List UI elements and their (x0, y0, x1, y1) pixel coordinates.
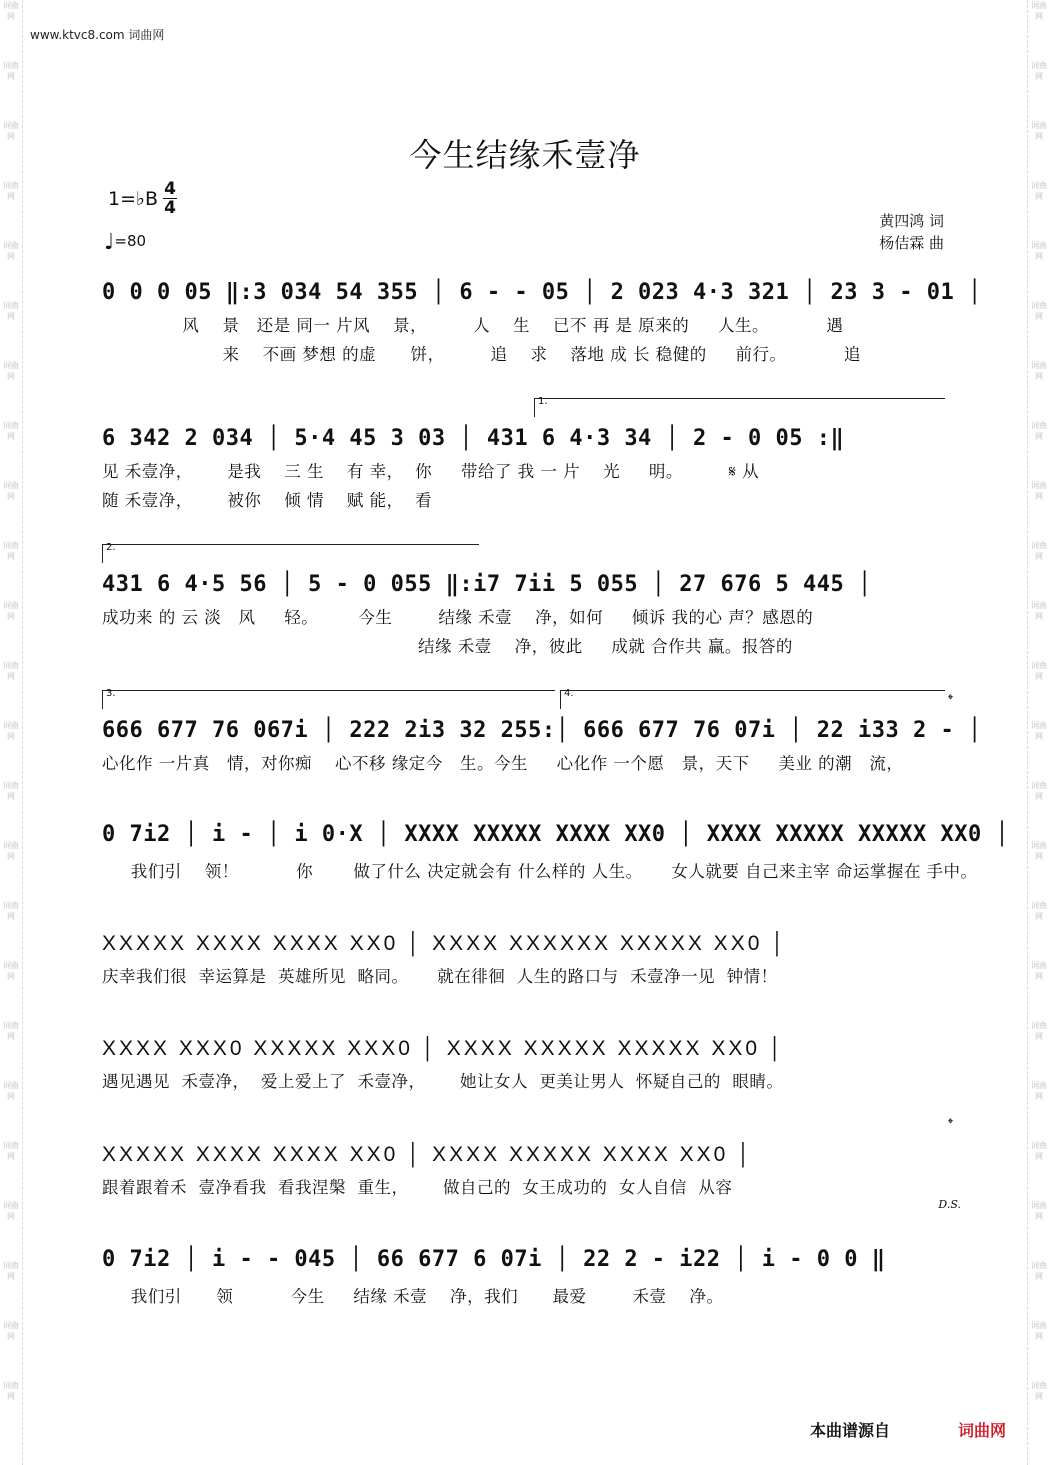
notation-row: 666 677 76 067i │ 222 2i3 32 255:│ 666 677 76 07i │ 22 i33 2 - │ (102, 718, 982, 743)
volta-bracket (102, 690, 555, 709)
watermark-text: 词曲网 (1031, 1321, 1047, 1341)
watermark-text: 词曲网 (3, 781, 19, 801)
time-signature (163, 180, 177, 217)
watermark-text: 词曲网 (3, 901, 19, 921)
score-line (102, 1116, 961, 1243)
volta-label: 4. (564, 688, 574, 699)
watermark-text: 词曲网 (3, 1141, 19, 1161)
score-line (102, 688, 982, 819)
watermark-text: 词曲网 (3, 361, 19, 381)
watermark-text: 词曲网 (3, 1381, 19, 1401)
watermark-text: 词曲网 (1031, 541, 1047, 561)
volta-label: 3. (106, 688, 116, 699)
lyric-verse-1: 心化作 一片真 情，对你痴 心不移 缘定今 生。今生 心化作 一个愿 景，天下 美业 的潮 流， (102, 754, 904, 773)
score-line (102, 276, 982, 381)
lyric-verse-1: 庆幸我们很 幸运算是 英雄所见 略同。 就在徘徊 人生的路口与 禾壹净一见 钟情！ (102, 967, 778, 986)
watermark-text: 词曲网 (1031, 1261, 1047, 1281)
lyric-verse-2: 来 不画 梦想 的虚 饼， 追 求 落地 成 长 稳健的 前行。 追 (102, 345, 861, 364)
score-line (102, 1243, 947, 1348)
score-line (102, 396, 947, 527)
watermark-text: 词曲网 (3, 481, 19, 501)
watermark-text: 词曲网 (3, 301, 19, 321)
notation-row: 0 0 0 05 ‖:3 034 54 355 │ 6 - - 05 │ 2 023 4·3 321 │ 23 3 - 01 │ (102, 280, 982, 305)
right-watermark-strip (1027, 0, 1050, 1465)
song-title: 今生结缘禾壹净 (409, 136, 641, 174)
credits (879, 210, 944, 254)
tempo-value: =80 (114, 232, 147, 250)
score-line (102, 1032, 947, 1137)
watermark-text: 词曲网 (3, 1081, 19, 1101)
lyric-verse-1: 见 禾壹净， 是我 三 生 有 幸， 你 带给了 我 一 片 光 明。 𝄋 从 (102, 462, 760, 481)
coda-sign-icon: 𝄌 (948, 692, 953, 708)
watermark-text: 词曲网 (1031, 1141, 1047, 1161)
watermark-text: 词曲网 (1031, 961, 1047, 981)
score-line (102, 542, 947, 673)
footer-brand-link[interactable]: 词曲网 (958, 1421, 1007, 1440)
lyric-verse-1: 风 景 还是 同一 片风 景， 人 生 已不 再 是 原来的 人生。 遇 (102, 316, 844, 335)
watermark-text: 词曲网 (3, 961, 19, 981)
watermark-text: 词曲网 (1031, 301, 1047, 321)
watermark-text: 词曲网 (1031, 841, 1047, 861)
watermark-text: 词曲网 (1031, 1381, 1047, 1401)
key-signature: 1=♭B (108, 188, 159, 210)
notation-row: 0 7i2 │ i - - 045 │ 66 677 6 07i │ 22 2 - i22 │ i - 0 0 ‖ (102, 1247, 886, 1272)
watermark-text: 词曲网 (3, 661, 19, 681)
watermark-text: 词曲网 (3, 241, 19, 261)
watermark-text: 词曲网 (1031, 781, 1047, 801)
lyric-verse-2: 随 禾壹净， 被你 倾 情 赋 能， 看 (102, 491, 433, 510)
ds-marking: D.S. (938, 1198, 961, 1211)
notation-row: 431 6 4·5 56 │ 5 - 0 055 ‖:i7 7ii 5 055 │ 27 676 5 445 │ (102, 572, 872, 597)
lyric-verse-1: 我们引 领！ 你 做了什么 决定就会有 什么样的 人生。 女人就要 自己来主宰 命运掌握在 手中。 (102, 862, 978, 881)
watermark-text: 词曲网 (3, 1201, 19, 1221)
watermark-text: 词曲网 (3, 1, 19, 21)
tempo-marking (104, 230, 146, 255)
watermark-text: 词曲网 (3, 1321, 19, 1341)
watermark-text: 词曲网 (1031, 241, 1047, 261)
watermark-text: 词曲网 (3, 541, 19, 561)
time-signature-bottom: 4 (164, 198, 176, 218)
watermark-text: 词曲网 (1031, 481, 1047, 501)
lyric-verse-1: 成功来 的 云 淡 风 轻。 今生 结缘 禾壹 净，如何 倾诉 我的心 声？感恩的 (102, 608, 814, 627)
coda-sign-icon: 𝄌 (948, 1116, 953, 1132)
quarter-note-icon: ♩ (104, 230, 115, 255)
watermark-text: 词曲网 (3, 1021, 19, 1041)
watermark-text: 词曲网 (3, 181, 19, 201)
watermark-text: 词曲网 (3, 121, 19, 141)
lyric-verse-1: 遇见遇见 禾壹净， 爱上爱上了 禾壹净， 她让女人 更美让男人 怀疑自己的 眼睛。 (102, 1072, 784, 1091)
lyric-verse-1: 跟着跟着禾 壹净看我 看我涅槃 重生， 做自己的 女王成功的 女人自信 从容 (102, 1178, 733, 1197)
watermark-text: 词曲网 (1031, 1, 1047, 21)
volta-bracket (560, 690, 945, 709)
notation-row: XXXXX XXXX XXXX XX0 │ XXXX XXXXX XXXX XX0 │ (102, 1143, 754, 1166)
left-watermark-strip (0, 0, 23, 1465)
watermark-text: 词曲网 (1031, 721, 1047, 741)
watermark-text: 词曲网 (1031, 661, 1047, 681)
watermark-text: 词曲网 (3, 421, 19, 441)
notation-row: 6 342 2 034 │ 5·4 45 3 03 │ 431 6 4·3 34 │ 2 - 0 05 :‖ (102, 426, 845, 451)
watermark-text: 词曲网 (3, 61, 19, 81)
watermark-text: 词曲网 (1031, 181, 1047, 201)
volta-bracket (102, 544, 479, 563)
lyric-verse-1: 我们引 领 今生 结缘 禾壹 净，我们 最爱 禾壹 净。 (102, 1287, 724, 1306)
watermark-text: 词曲网 (3, 601, 19, 621)
watermark-text: 词曲网 (3, 1261, 19, 1281)
watermark-text: 词曲网 (1031, 121, 1047, 141)
score-line (102, 927, 947, 1032)
score-line (102, 818, 1010, 923)
watermark-text: 词曲网 (1031, 1021, 1047, 1041)
volta-bracket (534, 398, 945, 417)
watermark-text: 词曲网 (1031, 601, 1047, 621)
watermark-text: 词曲网 (1031, 1081, 1047, 1101)
site-url[interactable]: www.ktvc8.com 词曲网 (30, 28, 165, 42)
lyric-verse-2: 结缘 禾壹 净，彼此 成就 合作共 赢。报答的 (102, 637, 793, 656)
watermark-text: 词曲网 (1031, 361, 1047, 381)
volta-label: 2. (106, 542, 116, 553)
notation-row: 0 7i2 │ i - │ i 0·X │ XXXX XXXXX XXXX XX0 │ XXXX XXXXX XXXXX XX0 │ (102, 822, 1010, 847)
footer-source-label: 本曲谱源自 (810, 1421, 891, 1440)
watermark-text: 词曲网 (1031, 901, 1047, 921)
time-signature-top: 4 (164, 179, 176, 199)
watermark-text: 词曲网 (1031, 61, 1047, 81)
watermark-text: 词曲网 (3, 721, 19, 741)
composer: 杨佶霖 曲 (879, 234, 944, 252)
notation-row: XXXX XXX0 XXXXX XXX0 │ XXXX XXXXX XXXXX XX0 │ (102, 1037, 786, 1060)
notation-row: XXXXX XXXX XXXX XX0 │ XXXX XXXXXX XXXXX XX0 │ (102, 932, 788, 955)
watermark-text: 词曲网 (1031, 421, 1047, 441)
watermark-text: 词曲网 (1031, 1201, 1047, 1221)
lyricist: 黄四鸿 词 (879, 212, 944, 230)
watermark-text: 词曲网 (3, 841, 19, 861)
volta-label: 1. (538, 396, 548, 407)
